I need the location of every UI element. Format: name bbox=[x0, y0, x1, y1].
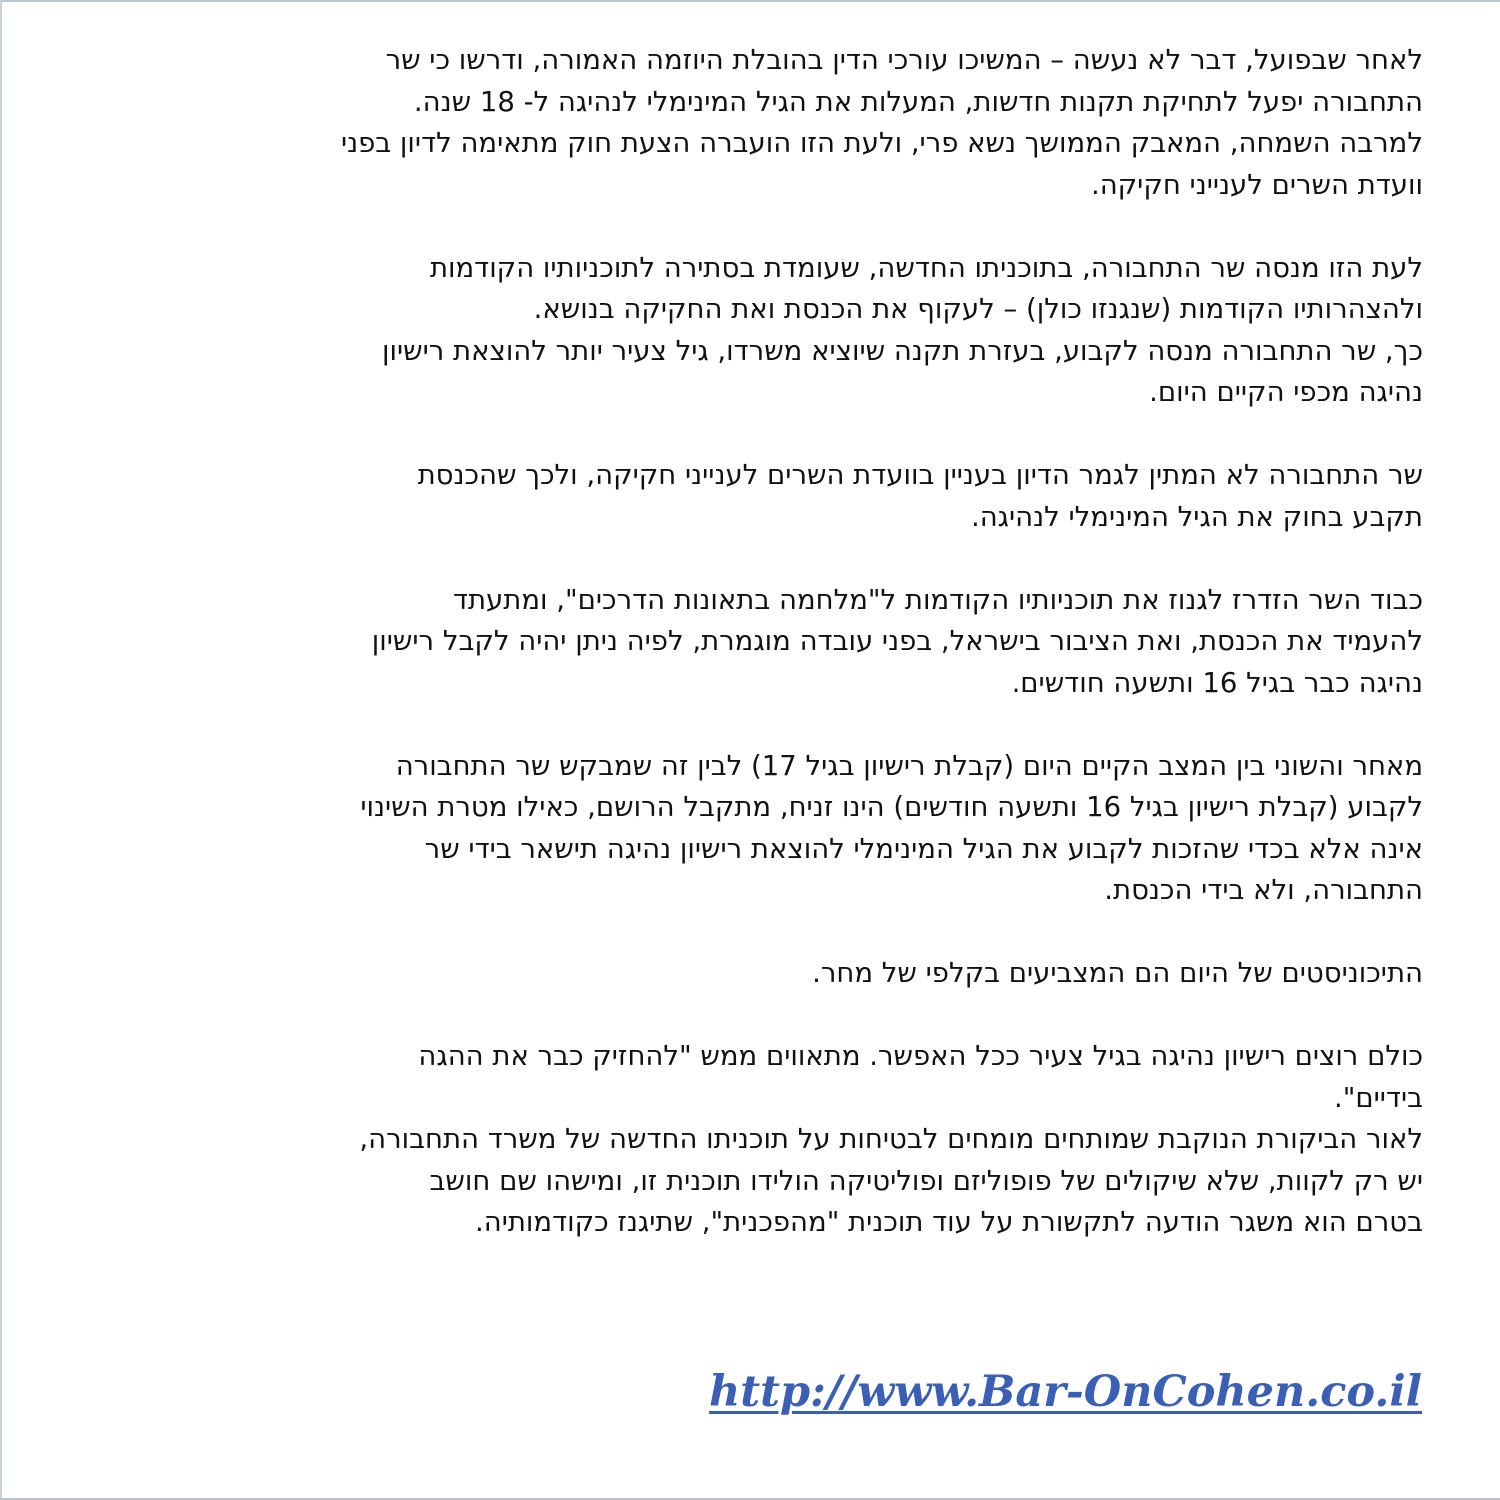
text-line: לקבוע (קבלת רישיון בגיל 16 ותשעה חודשים) הינו זניח, מתקבל הרושם, כאילו מטרת השינוי bbox=[360, 791, 1423, 823]
text-line: התיכוניסטים של היום הם המצביעים בקלפי של מחר. bbox=[812, 957, 1423, 989]
paragraph-7 bbox=[78, 1036, 1423, 1244]
text-line: תקבע בחוק את הגיל המינימלי לנהיגה. bbox=[970, 500, 1423, 533]
text-line: נהיגה מכפי הקיים היום. bbox=[1149, 376, 1423, 408]
paragraph-gap bbox=[78, 414, 1423, 456]
text-line: מאחר והשוני בין המצב הקיים היום (קבלת רישיון בגיל 17) לבין זה שמבקש שר התחבורה bbox=[395, 749, 1423, 782]
text-line: להעמיד את הכנסת, ואת הציבור בישראל, בפני עובדה מוגמרת, לפיה ניתן יהיה לקבל רישיון bbox=[371, 625, 1423, 657]
paragraph-gap bbox=[78, 538, 1423, 580]
paragraph-1 bbox=[78, 40, 1423, 206]
text-line: יש רק לקוות, שלא שיקולים של פופוליזם ופוליטיקה הולידו תוכנית זו, ומישהו שם חושב bbox=[429, 1164, 1423, 1197]
text-line: ולהצהרותיו הקודמות (שנגנזו כולן) – לעקוף את הכנסת ואת החקיקה בנושא. bbox=[533, 293, 1423, 325]
text-line: התחבורה יפעל לתחיקת תקנות חדשות, המעלות את הגיל המינימלי לנהיגה ל- 18 שנה. bbox=[413, 85, 1423, 118]
paragraph-gap bbox=[78, 995, 1423, 1037]
text-line: שר התחבורה לא המתין לגמר הדיון בעניין בוועדת השרים לענייני חקיקה, ולכך שהכנסת bbox=[417, 459, 1423, 491]
paragraph-4 bbox=[78, 580, 1423, 705]
text-line: למרבה השמחה, המאבק הממושך נשא פרי, ולעת הזו הועברה הצעת חוק מתאימה לדיון בפני bbox=[340, 127, 1423, 159]
scan-edge-left bbox=[0, 0, 2, 1500]
scan-edge-top bbox=[0, 0, 1500, 2]
paragraph-5 bbox=[78, 746, 1423, 912]
paragraph-3 bbox=[78, 455, 1423, 538]
text-line: כולם רוצים רישיון נהיגה בגיל צעיר ככל האפשר. מתאווים ממש "להחזיק כבר את ההגה bbox=[418, 1040, 1423, 1072]
paragraph-6 bbox=[78, 953, 1423, 995]
paragraph-gap bbox=[78, 912, 1423, 954]
paragraph-gap bbox=[78, 704, 1423, 746]
text-line: נהיגה כבר בגיל 16 ותשעה חודשים. bbox=[1011, 666, 1423, 699]
text-line: כבוד השר הזדרז לגנוז את תוכניותיו הקודמות ל"מלחמה בתאונות הדרכים", ומתעתד bbox=[452, 583, 1423, 616]
document-body bbox=[78, 40, 1423, 1244]
text-line: לאחר שבפועל, דבר לא נעשה – המשיכו עורכי הדין בהובלת היוזמה האמורה, ודרשו כי שר bbox=[385, 44, 1423, 76]
text-line: התחבורה, ולא בידי הכנסת. bbox=[1104, 874, 1423, 906]
text-line: בטרם הוא משגר הודעה לתקשורת על עוד תוכנית "מהפכנית", שתיגנז כקודמותיה. bbox=[475, 1206, 1423, 1238]
text-line: וועדת השרים לענייני חקיקה. bbox=[1090, 168, 1423, 201]
website-link[interactable]: http://www.Bar-OnCohen.co.il bbox=[709, 1367, 1422, 1417]
text-line: אינה אלא בכדי שהזכות לקבוע את הגיל המינימלי להוצאת רישיון נהיגה תישאר בידי שר bbox=[424, 832, 1423, 865]
text-line: כך, שר התחבורה מנסה לקבוע, בעזרת תקנה שיוציא משרדו, גיל צעיר יותר להוצאת רישיון bbox=[382, 334, 1423, 367]
paragraph-gap bbox=[78, 206, 1423, 248]
text-line: בידיים". bbox=[1334, 1081, 1423, 1114]
paragraph-2 bbox=[78, 248, 1423, 414]
text-line: לאור הביקורת הנוקבת שמותחים מומחים לבטיחות על תוכניתו החדשה של משרד התחבורה, bbox=[359, 1123, 1423, 1155]
text-line: לעת הזו מנסה שר התחבורה, בתוכניתו החדשה, שעומדת בסתירה לתוכניותיו הקודמות bbox=[429, 251, 1423, 284]
